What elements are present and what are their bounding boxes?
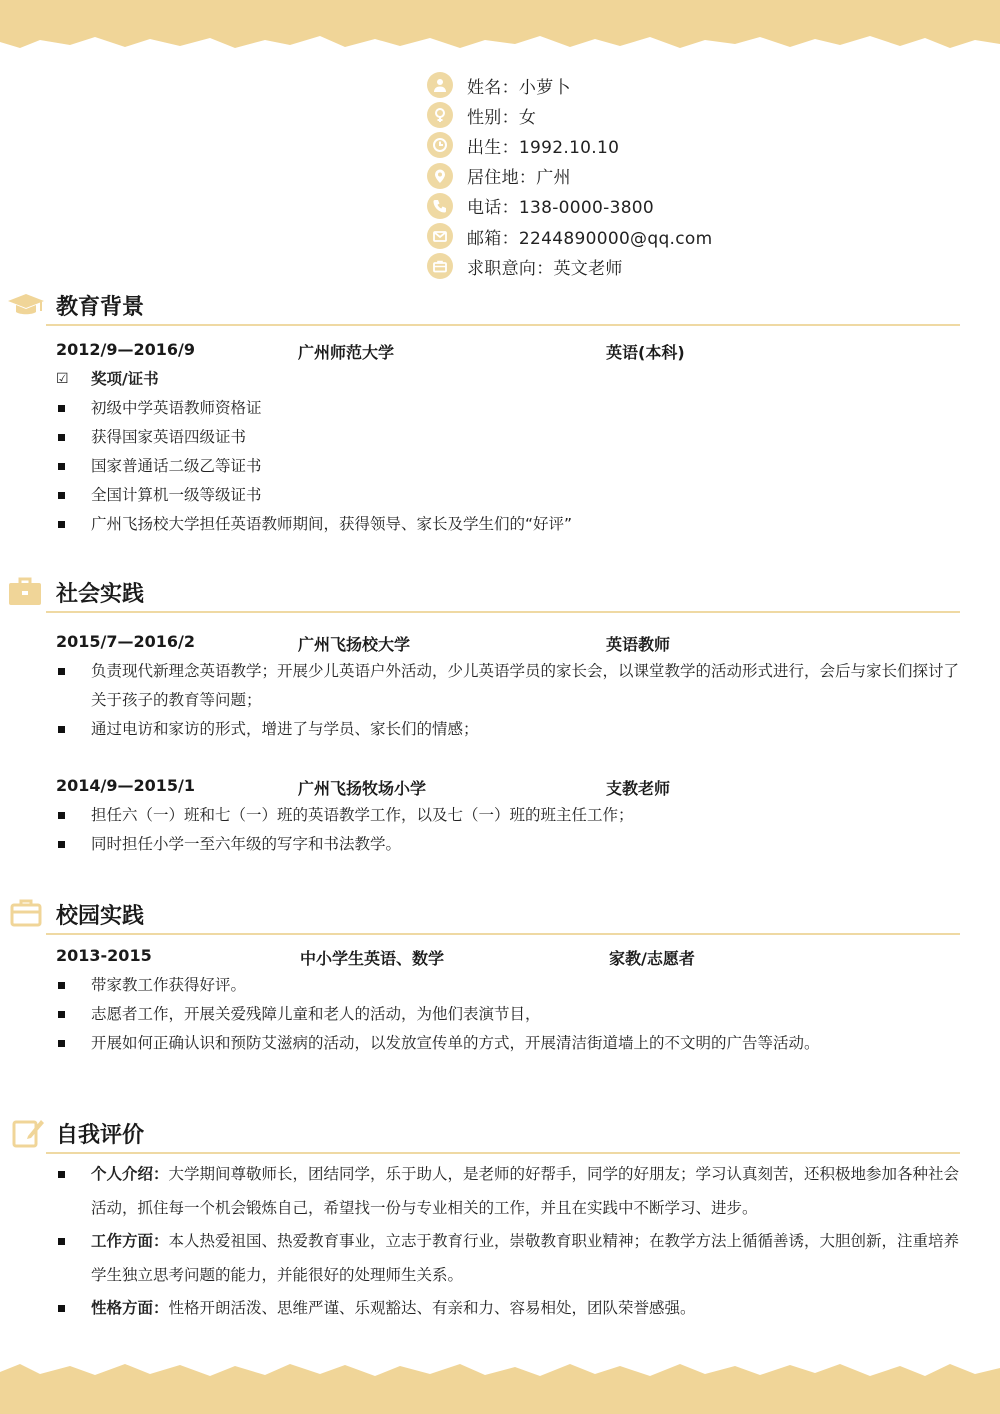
user-icon [427, 72, 453, 98]
clock-icon [427, 132, 453, 158]
info-row-residence [427, 161, 712, 191]
gender-icon [427, 102, 453, 128]
info-row-phone [427, 191, 712, 221]
item-label: 性格方面： [91, 1299, 169, 1317]
info-row-email [427, 221, 712, 251]
social-list [0, 657, 1000, 744]
list-item: 国家普通话二级乙等证书 [0, 452, 1000, 481]
section-divider [46, 611, 960, 613]
edit-icon [8, 1116, 44, 1150]
list-item [0, 1225, 1000, 1292]
info-residence: 居住地：广州 [467, 168, 571, 189]
info-row-name [427, 70, 712, 100]
info-phone: 电话：138-0000-3800 [467, 198, 655, 219]
location-icon [427, 163, 453, 189]
section-title: 教育背景 [56, 295, 145, 320]
entry-date: 2015/7—2016/2 [56, 632, 196, 651]
entry-role: 英语教师 [606, 635, 671, 654]
awards-list [0, 394, 1000, 539]
graduation-cap-icon [8, 288, 44, 322]
entry-org: 广州飞扬牧场小学 [298, 779, 427, 798]
briefcase-icon [8, 575, 44, 609]
entry-date: 2014/9—2015/1 [56, 776, 196, 795]
list-item [0, 1158, 1000, 1225]
list-item: 同时担任小学一至六年级的写字和书法教学。 [0, 830, 1000, 859]
list-item: 初级中学英语教师资格证 [0, 394, 1000, 423]
bottom-decorative-border [0, 1354, 1000, 1414]
section-divider [46, 324, 960, 326]
campus-list [0, 971, 1000, 1058]
section-title: 自我评价 [56, 1123, 145, 1148]
entry-date: 2012/9—2016/9 [56, 340, 196, 359]
awards-label: ☑ 奖项/证书 [0, 365, 1000, 394]
entry-major: 英语(本科) [606, 343, 685, 362]
education-section [0, 288, 1000, 539]
mail-icon [427, 223, 453, 249]
list-item: 担任六（一）班和七（一）班的英语教学工作，以及七（一）班的班主任工作； [0, 801, 1000, 830]
entry-role: 家教/志愿者 [609, 949, 695, 968]
list-item: 通过电访和家访的形式，增进了与学员、家长们的情感； [0, 715, 1000, 744]
info-row-objective [427, 251, 712, 281]
social-list [0, 801, 1000, 859]
item-label: 工作方面： [91, 1232, 169, 1250]
social-entry-header [0, 772, 1000, 801]
item-label: 个人介绍： [91, 1165, 169, 1183]
list-item: 全国计算机一级等级证书 [0, 481, 1000, 510]
item-text: 性格开朗活泼、思维严谨、乐观豁达、有亲和力、容易相处，团队荣誉感强。 [168, 1299, 696, 1317]
entry-org: 广州飞扬校大学 [298, 635, 411, 654]
list-item: 获得国家英语四级证书 [0, 423, 1000, 452]
list-item: 志愿者工作，开展关爱残障儿童和老人的活动，为他们表演节目， [0, 1000, 1000, 1029]
info-row-birth [427, 130, 712, 160]
item-text: 大学期间尊敬师长，团结同学，乐于助人，是老师的好帮手，同学的好朋友；学习认真刻苦，还积极地参加各种社会活动，抓住每一个机会锻炼自己，希望找一份与专业相关的工作，并且在实践中不断学习、进步。 [91, 1165, 960, 1217]
info-email: 邮箱：2244890000@qq.com [467, 228, 713, 249]
list-item: 带家教工作获得好评。 [0, 971, 1000, 1000]
self-list [0, 1158, 1000, 1326]
social-section [0, 575, 1000, 859]
entry-org: 中小学生英语、数学 [300, 949, 445, 968]
campus-entry-header [0, 942, 1000, 971]
campus-section [0, 897, 1000, 1058]
info-objective: 求职意向：英文老师 [467, 258, 623, 279]
info-row-gender [427, 100, 712, 130]
self-section [0, 1116, 1000, 1326]
top-decorative-border [0, 0, 1000, 60]
info-gender: 性别：女 [467, 107, 537, 128]
section-title: 社会实践 [56, 582, 145, 607]
info-birth: 出生：1992.10.10 [467, 137, 620, 158]
section-divider [46, 1152, 960, 1154]
briefcase-icon [427, 253, 453, 279]
education-entry-header [0, 336, 1000, 365]
section-title: 校园实践 [56, 904, 145, 929]
entry-date: 2013-2015 [56, 946, 152, 965]
list-item: 广州飞扬校大学担任英语教师期间，获得领导、家长及学生们的“好评” [0, 510, 1000, 539]
entry-role: 支教老师 [606, 779, 671, 798]
info-name: 姓名：小萝卜 [467, 77, 571, 98]
item-text: 本人热爱祖国、热爱教育事业，立志于教育行业，崇敬教育职业精神；在教学方法上循循善诱，大胆创新，注重培养学生独立思考问题的能力，并能很好的处理师生关系。 [91, 1232, 960, 1284]
list-item [0, 1292, 1000, 1326]
list-item: 开展如何正确认识和预防艾滋病的活动，以发放宣传单的方式，开展清洁街道墙上的不文明的广告等活动。 [0, 1029, 1000, 1058]
section-divider [46, 933, 960, 935]
personal-info [427, 70, 712, 281]
social-entry-header [0, 628, 1000, 657]
list-item: 负责现代新理念英语教学；开展少儿英语户外活动，少儿英语学员的家长会，以课堂教学的活动形式进行，会后与家长们探讨了关于孩子的教育等问题； [0, 657, 1000, 715]
briefcase-outline-icon [8, 897, 44, 931]
entry-school: 广州师范大学 [298, 343, 395, 362]
phone-icon [427, 193, 453, 219]
